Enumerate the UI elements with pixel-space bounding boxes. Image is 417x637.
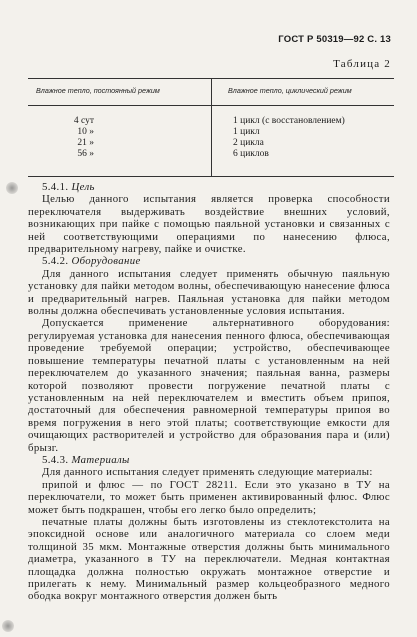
scan-smudge: [6, 182, 18, 194]
paragraph: припой и флюс — по ГОСТ 28211. Если это указано в ТУ на переключатели, то может быть применен активированный флюс. Флюс может быть подкрашен, чтобы его легко было определить;: [28, 478, 390, 516]
section-number: 5.4.2.: [42, 255, 69, 268]
table-cell: 21 »: [77, 138, 94, 148]
column-header-constant: Влажное тепло, постоянный режим: [36, 86, 160, 95]
paragraph: Целью данного испытания является проверка способности переключателя выдерживать воздействие внешних условий, возникающих при пайке с помощью паяльной установки и связанных с ней соответствующими операциями по нанесению флюса, предварительному нагреву, пайке и очистке.: [28, 193, 390, 256]
table-cell: 4 сут: [73, 116, 94, 126]
column-header-cyclic: Влажное тепло, циклический режим: [228, 86, 352, 95]
table-caption: Таблица 2: [333, 58, 391, 70]
section-title: Цель: [71, 181, 95, 193]
table-cell: 10 »: [77, 127, 94, 137]
section-heading: [28, 454, 390, 466]
paragraph: Для данного испытания следует применять следующие материалы:: [42, 466, 373, 479]
paragraph: Для данного испытания следует применять обычную паяльную установку для пайки методом волны, обеспечивающую нанесение флюса и предварительный нагрев. Паяльная установка для пайки методом волны должна обеспечивать установленные условия испытания.: [28, 267, 390, 318]
table-cell: 2 цикла: [233, 138, 264, 148]
paragraph: Допускается применение альтернативного оборудования: регулируемая установка для нанесения пенного флюса, обеспечивающая проведение требуемой операции; устройство, обеспечивающее повышение температуры печатной платы с установленным на ней переключателем до указанного значения; паяльная ванна, размеры которой позволяют провести погружение печатной платы с установленным на ней переключателем и вместить объем припоя, достаточный для обеспечения равномерной температуры припоя во время погружения в него этой платы; соответствующие емкости для очищающих растворителей и устройство для образования пара и (или) брызг.: [28, 317, 390, 454]
section-number: 5.4.3.: [42, 453, 69, 466]
table-column-divider: [211, 78, 212, 176]
table-cell: 1 цикл (с восстановлением): [233, 116, 345, 126]
section-heading: [28, 255, 390, 267]
table-cell: 6 циклов: [233, 149, 269, 159]
section-heading: [28, 181, 390, 193]
table-bottom-rule: [28, 176, 394, 177]
paragraph: печатные платы должны быть изготовлены из стеклотекстолита на эпоксидной основе или аналогичного материала со слоем меди толщиной 35 мкм. Монтажные отверстия должны быть минимального диаметра, указанного в ТУ на переключатели. Медная контактная площадка должна полностью окружать монтажное отверстие и прилегать к нему. Минимальный размер кольцеобразного медного ободка вокруг монтажного отверстия должен быть: [28, 515, 390, 603]
table-cell: 56 »: [77, 149, 94, 159]
body-text: [28, 181, 390, 603]
table-cell: 1 цикл: [233, 127, 260, 137]
section-title: Материалы: [71, 453, 130, 466]
section-number: 5.4.1.: [42, 181, 69, 193]
page-header: ГОСТ Р 50319—92 С. 13: [278, 34, 391, 45]
section-title: Оборудование: [71, 255, 141, 268]
scan-smudge: [2, 620, 14, 632]
